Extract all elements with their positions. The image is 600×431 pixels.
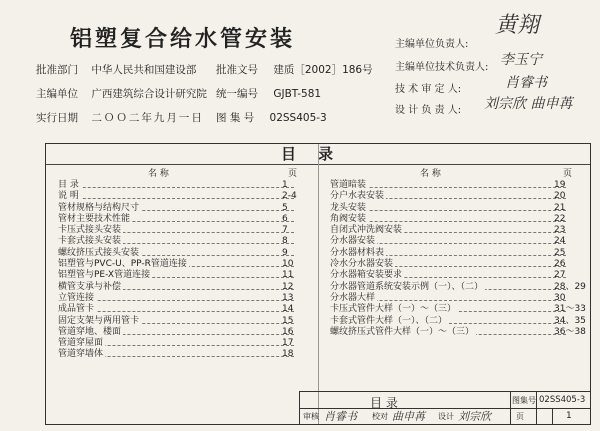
toc-entry-name: 螺纹挤压式管件大样（一）～（三）	[330, 326, 475, 337]
toc-entry-page: 18	[282, 349, 294, 360]
toc-entry-name: 横管支承与补偿	[58, 281, 122, 292]
toc-entry-name: 立管连接	[58, 292, 95, 303]
toc-row	[58, 293, 316, 304]
approval-doc-label: 批准文号	[216, 64, 258, 76]
toc-entry-name: 管道暗装	[330, 180, 367, 190]
review-label: 审核	[303, 412, 319, 421]
title-block-atlas-label: 图集号	[512, 396, 536, 405]
toc-entry-name: 卡套式管件大样（一）、（二）	[330, 315, 448, 326]
toc-entry-name: 管材规格与结构尺寸	[58, 202, 140, 213]
page-label: 页	[516, 412, 524, 421]
toc-row	[58, 236, 316, 247]
approving-dept: 中华人民共和国建设部	[91, 64, 197, 76]
toc-entry-page: 14	[282, 304, 294, 315]
review-signature: 肖睿书	[324, 410, 357, 423]
toc-row	[330, 259, 588, 270]
toc-entry-page: 17	[282, 338, 294, 349]
toc-entry-name: 冷水分水器安装	[330, 259, 394, 270]
toc-entry-name: 管道穿地、楼面	[58, 326, 122, 337]
toc-entry-page: 22	[554, 213, 566, 224]
toc-row	[58, 191, 316, 202]
design-signature: 刘宗欣 曲申苒	[484, 96, 573, 112]
design-block-label: 设计	[438, 412, 454, 421]
toc-entry-page: 26	[554, 259, 566, 270]
check-label: 校对	[372, 412, 388, 421]
toc-entry-name: 成品管卡	[58, 304, 95, 315]
toc-row	[58, 225, 316, 236]
left-page-header: 页	[288, 169, 298, 179]
toc-entry-name: 目 录	[58, 180, 79, 190]
toc-row	[330, 191, 588, 202]
toc-entry-name: 自闭式冲洗阀安装	[330, 225, 403, 236]
toc-entry-page: 20	[554, 191, 566, 202]
toc-row	[330, 270, 588, 281]
toc-row	[58, 214, 316, 225]
toc-entry-name: 分水器大样	[330, 292, 376, 303]
toc-entry-page: 25	[554, 247, 566, 258]
toc-entry-page: 19	[554, 180, 566, 190]
page-no: 1	[566, 411, 572, 421]
toc-entry-page: 23	[554, 225, 566, 236]
left-rows	[58, 180, 316, 361]
toc-row	[330, 282, 588, 293]
toc-row	[58, 180, 316, 191]
tech-review-label: 技 术 审 定 人:	[395, 84, 462, 95]
toc-row	[330, 214, 588, 225]
toc-row	[58, 282, 316, 293]
toc-row	[58, 270, 316, 281]
approving-dept-label: 批准部门	[36, 64, 78, 76]
toc-row	[58, 349, 316, 360]
toc-entry-page: 15	[282, 315, 294, 326]
toc-entry-name: 管材主要技术性能	[58, 213, 131, 224]
left-name-header: 名 称	[148, 169, 169, 179]
toc-row	[330, 180, 588, 191]
toc-row	[58, 316, 316, 327]
toc-entry-name: 分水器材料表	[330, 247, 385, 258]
right-rows	[330, 180, 588, 338]
toc-row	[330, 248, 588, 259]
toc-row	[58, 327, 316, 338]
toc-entry-name: 卡压式接头安装	[58, 225, 122, 236]
right-name-header: 名 称	[420, 169, 441, 179]
effective-label: 实行日期	[36, 112, 78, 124]
title-block	[299, 391, 590, 424]
toc-entry-name: 固定支架与两用管卡	[58, 315, 140, 326]
toc-entry-name: 铝塑管与PE-X管道连接	[58, 270, 151, 281]
toc-entry-name: 分水器安装	[330, 236, 376, 247]
toc-entry-name: 说 明	[58, 191, 79, 202]
toc-entry-page: 1	[282, 180, 288, 190]
atlas-no: 02SS405-3	[269, 112, 327, 124]
toc-entry-name: 龙头安装	[330, 202, 367, 213]
toc-entry-name: 管道穿墙体	[58, 349, 104, 360]
unified-no: GJBT-581	[273, 88, 322, 100]
design-label: 设 计 负 责 人:	[395, 105, 462, 116]
toc-entry-name: 卡套式接头安装	[58, 236, 122, 247]
toc-entry-page: 2-4	[282, 191, 297, 202]
toc-row	[330, 225, 588, 236]
toc-entry-name: 管道穿屋面	[58, 338, 104, 349]
toc-row	[330, 203, 588, 214]
atlas-no-row	[216, 110, 327, 125]
toc-entry-name: 分水器箱安装要求	[330, 270, 403, 281]
toc-row	[330, 327, 588, 338]
atlas-title: 铝塑复合给水管安装	[70, 27, 296, 52]
effective-date: 二ＯＯ二年九月一日	[91, 112, 204, 124]
toc-row	[58, 304, 316, 315]
editor-label: 主编单位	[36, 88, 78, 100]
chief-tech-signature: 李玉宁	[500, 52, 542, 68]
toc-row	[58, 248, 316, 259]
tech-review-signature: 肖睿书	[505, 75, 547, 91]
chief-tech-label: 主编单位技术负责人:	[395, 62, 489, 73]
toc-entry-page: 13	[282, 292, 294, 303]
chief-unit-signature: 黄翔	[495, 13, 540, 38]
title-block-name: 目 录	[370, 396, 398, 410]
check-signature: 曲申苒	[392, 410, 425, 423]
toc-entry-name: 卡压式管件大样（一）～（三）	[330, 304, 457, 315]
toc-row	[330, 304, 588, 315]
toc-entry-name: 分户水表安装	[330, 191, 385, 202]
unified-no-label: 统一编号	[216, 88, 258, 100]
toc-entry-page: 31～33	[554, 304, 586, 315]
toc-entry-name: 螺纹挤压式接头安装	[58, 247, 140, 258]
toc-row	[58, 203, 316, 214]
unified-no-row	[216, 86, 321, 101]
toc-entry-page: 5	[282, 202, 288, 213]
atlas-no-label: 图 集 号	[216, 112, 255, 124]
toc-entry-name: 分水器管道系统安装示例（一）、（二）	[330, 281, 484, 292]
toc-entry-page: 16	[282, 326, 294, 337]
approval-doc: 建质［2002］186号	[273, 64, 373, 76]
effective-row	[36, 110, 204, 125]
toc-entry-page: 7	[282, 225, 288, 236]
right-page-header: 页	[563, 169, 573, 179]
column-divider	[318, 144, 319, 424]
toc-entry-page: 8	[282, 236, 288, 247]
design-block-signature: 刘宗欣	[458, 410, 491, 423]
toc-entry-page: 9	[282, 247, 288, 258]
title-block-atlas-no: 02SS405-3	[539, 395, 586, 405]
editor-row	[36, 86, 207, 101]
toc-entry-page: 30	[554, 292, 566, 303]
toc-entry-page: 11	[282, 270, 294, 281]
toc-row	[58, 338, 316, 349]
editor: 广西建筑综合设计研究院	[91, 88, 207, 100]
toc-entry-page: 27	[554, 270, 566, 281]
toc-entry-page: 12	[282, 281, 294, 292]
approval-doc-row	[216, 62, 373, 77]
toc-entry-page: 24	[554, 236, 566, 247]
toc-entry-page: 34、35	[554, 315, 586, 326]
toc-entry-page: 6	[282, 213, 288, 224]
toc-entry-name: 铝塑管与PVC-U、PP-R管道连接	[58, 259, 187, 270]
approving-dept-row	[36, 62, 196, 77]
toc-row	[58, 259, 316, 270]
chief-unit-label: 主编单位负责人:	[395, 39, 469, 50]
toc-frame	[45, 143, 591, 425]
toc-entry-name: 角阀安装	[330, 213, 367, 224]
toc-row	[330, 316, 588, 327]
toc-title: 目录	[46, 144, 590, 165]
leader-dots	[58, 180, 294, 188]
leader-dots	[58, 191, 294, 199]
toc-row	[330, 293, 588, 304]
toc-entry-page: 10	[282, 259, 294, 270]
toc-row	[330, 236, 588, 247]
toc-entry-page: 21	[554, 202, 566, 213]
toc-entry-page: 28、29	[554, 281, 586, 292]
toc-entry-page: 36～38	[554, 326, 586, 337]
